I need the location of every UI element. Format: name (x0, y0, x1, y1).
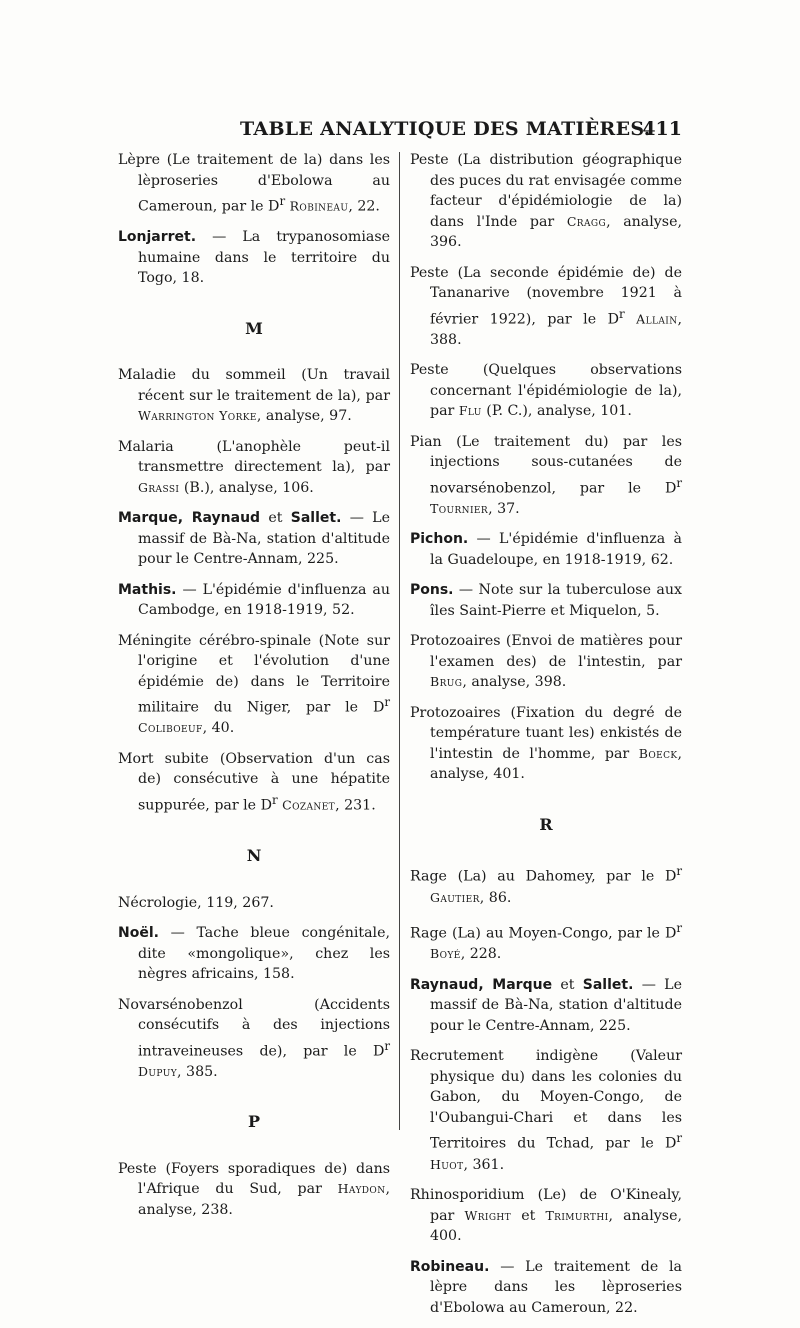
left-column (118, 150, 390, 1230)
author-name: Gautier (430, 889, 480, 905)
index-entry: Maladie du sommeil (Un travail récent sur le traitement de la), par Warrington Yorke, analyse, 97. (118, 367, 390, 425)
index-entry: Peste (La distribution géographique des puces du rat envisagée comme facteur d'épidémiologie de la) dans l'Inde par Cragg, analyse, 396. (410, 152, 682, 250)
entry-head: Sallet. (582, 976, 634, 993)
section-letter-n: N (246, 846, 262, 866)
page-title: TABLE ANALYTIQUE DES MATIÈRES. (240, 118, 651, 140)
entry-head: Pons. (410, 582, 454, 599)
index-entry: Pian (Le traitement du) par les injections sous-cutanées de novarsénobenzol, par le $D^r$ Tournier, 37. (410, 433, 682, 517)
author-name: Boyé (430, 946, 461, 962)
author-name: Wright (464, 1207, 512, 1223)
index-entry: Marque, Raynaud et Sallet. — Le massif de Bà-Na, station d'altitude pour le Centre-Annam, 225. (118, 510, 390, 568)
index-entry: Raynaud, Marque et Sallet. — Le massif de Bà-Na, station d'altitude pour le Centre-Annam, 225. (410, 976, 682, 1034)
author-name: Robineau (289, 198, 349, 214)
index-entry: Mathis. — L'épidémie d'influenza au Cambodge, en 1918-1919, 52. (118, 581, 390, 619)
entry-head: Sallet. (290, 510, 342, 527)
index-entry: Pons. — Note sur la tuberculose aux îles Saint-Pierre et Miquelon, 5. (410, 582, 682, 619)
index-entry: Robineau. — Le traitement de la lèpre dans les lèproseries d'Ebolowa au Cameroun, 22. (410, 1258, 682, 1316)
author-name: Tournier (430, 500, 489, 516)
page-number: 411 (642, 118, 682, 140)
author-name: Warrington Yorke (138, 408, 257, 424)
column-divider (399, 152, 400, 1130)
index-entry: Protozoaires (Envoi de matières pour l'examen des) de l'intestin, par Brug, analyse, 398. (410, 633, 682, 691)
index-entry: Novarsénobenzol (Accidents consécutifs à des injections intraveineuses de), par le $D^r$ Dupuy, 385. (118, 996, 390, 1080)
index-entry: Peste (Foyers sporadiques de) dans l'Afrique du Sud, par Haydon, analyse, 238. (118, 1160, 390, 1218)
section-letter-m: M (245, 318, 263, 338)
running-header (118, 118, 682, 144)
index-entry: Nécrologie, 119, 267. (118, 894, 274, 911)
author-name: Grassi (138, 479, 180, 495)
author-name: Brug (430, 674, 463, 690)
index-entry: Lonjarret. — La trypanosomiase humaine dans le territoire du Togo, 18. (118, 229, 390, 287)
author-name: Trimurthi (545, 1207, 609, 1223)
entry-head: Noël. (118, 925, 159, 942)
author-name: Boeck (638, 745, 678, 761)
author-name: Huot (430, 1156, 464, 1172)
index-entry: Protozoaires (Fixation du degré de température tuant les) enkistés de l'intestin de l'homme, par Boeck, analyse, 401. (410, 704, 682, 783)
entry-head: Lonjarret. (118, 229, 197, 246)
index-entry: Mort subite (Observation d'un cas de) consécutive à une hépatite suppurée, par le $D^r$ Cozanet, 231. (118, 750, 390, 814)
section-letter-p: P (247, 1112, 261, 1132)
section-letter-r: R (539, 814, 553, 834)
entry-head: Mathis. (118, 581, 177, 598)
index-entry: Pichon. — L'épidémie d'influenza à la Guadeloupe, en 1918-1919, 62. (410, 531, 682, 568)
author-name: Cragg (566, 213, 607, 229)
index-entry: Lèpre (Le traitement de la) dans les lèproseries d'Ebolowa au Cameroun, par le $D^r$ Robineau, 22. (118, 152, 390, 215)
author-name: Haydon (337, 1181, 386, 1197)
index-entry: Peste (Quelques observations concernant l'épidémiologie de la), par Flu (P. C.), analyse, 101. (410, 362, 682, 420)
index-entry: Méningite cérébro-spinale (Note sur l'origine et l'évolution d'une épidémie de) dans le Territoire militaire du Niger, par le $D^r$ Coliboeuf, 40. (118, 632, 390, 737)
index-entry: Noël. — Tache bleue congénitale, dite «mongolique», chez les nègres africains, 158. (118, 925, 390, 983)
entry-head: Robineau. (410, 1258, 490, 1275)
index-entry: Recrutement indigène (Valeur physique du) dans les colonies du Gabon, du Moyen-Congo, de l'Oubangui-Chari et dans les Territoires du Tchad, par le $D^r$ Huot, 361. (410, 1048, 682, 1173)
index-entry: Rage (La) au Dahomey, par le $D^r$ Gautier, 86. (410, 864, 682, 906)
index-entry: Malaria (L'anophèle peut-il transmettre directement la), par Grassi (B.), analyse, 106. (118, 438, 390, 496)
author-name: Coliboeuf (138, 720, 203, 736)
author-name: Flu (458, 403, 482, 419)
index-entry: Rhinosporidium (Le) de O'Kinealy, par Wright et Trimurthi, analyse, 400. (410, 1187, 682, 1245)
index-entry: Peste (La seconde épidémie de) de Tananarive (novembre 1921 à février 1922), par le $D^r$ Allain, 388. (410, 264, 682, 348)
author-name: Cozanet (282, 797, 336, 813)
entry-head: Raynaud, Marque (410, 976, 553, 993)
author-name: Allain (636, 311, 678, 327)
entry-head: Marque, Raynaud (118, 510, 261, 527)
right-column (410, 150, 682, 1328)
author-name: Dupuy (138, 1063, 178, 1079)
index-entry: Rage (La) au Moyen-Congo, par le $D^r$ Boyé, 228. (410, 921, 682, 963)
entry-head: Pichon. (410, 531, 469, 548)
